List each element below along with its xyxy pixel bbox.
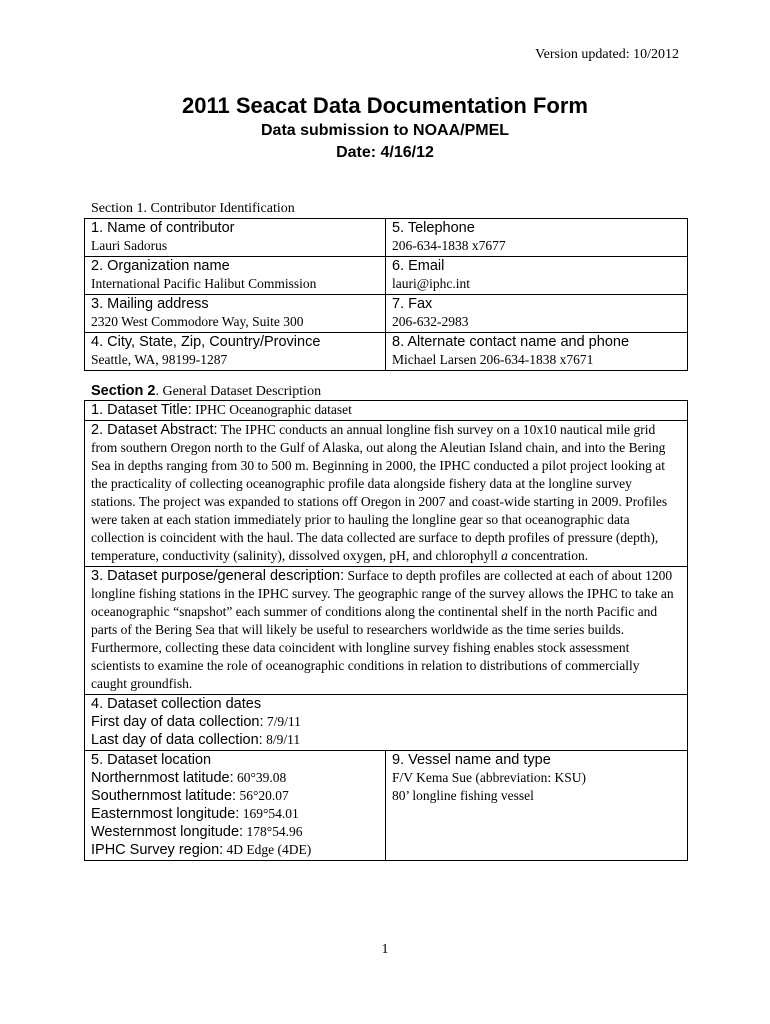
- north-latitude-label: Northernmost latitude:: [91, 770, 234, 786]
- section2-heading-bold: Section 2: [91, 383, 156, 399]
- dataset-abstract-value: The IPHC conducts an annual longline fish survey on a 10x10 nautical mile grid from southern Oregon north to the Gulf of Alaska, out along the Aleutian Island chain, and into the Bering Sea in depths ranging from 30 to 500 m. Beginning in 2000, the IPHC conducted a pilot project looking at the practicality of collecting oceanographic profile data alongside fishery data at the longline survey stations. The project was expanded to stations off Oregon in 2007 and coast-wide starting in 2009. Profiles were taken at each station immediately prior to hauling the longline gear so that oceanographic data collection is coincident with the haul. The data collected are surface to depth profiles of pressure (depth), temperature, conductivity (salinity), dissolved oxygen, pH, and chlorophyll: [91, 422, 668, 563]
- alternate-contact-cell: [386, 333, 688, 371]
- telephone-value: 206-634-1838 x7677: [392, 238, 506, 253]
- dataset-location-cell: [85, 751, 386, 861]
- dataset-abstract-cell: [85, 421, 688, 567]
- section2-heading: [91, 383, 321, 400]
- organization-cell: [85, 257, 386, 295]
- contributor-name-cell: [85, 219, 386, 257]
- dataset-title-cell: [85, 401, 688, 421]
- alternate-contact-label: 8. Alternate contact name and phone: [392, 334, 630, 350]
- east-longitude-label: Easternmost longitude:: [91, 806, 240, 822]
- mailing-address-cell: [85, 295, 386, 333]
- email-label: 6. Email: [392, 258, 445, 274]
- table-row: [85, 751, 688, 861]
- dataset-table: [84, 400, 688, 861]
- west-longitude-value: 178°54.96: [243, 824, 303, 839]
- dataset-purpose-value: Surface to depth profiles are collected at each of about 1200 longline fishing stations in the IPHC survey. The geographic range of the survey allows the IPHC to take an oceanographic “snapshot” each summer of conditions along the continental shelf in the north Pacific and parts of the Bering Sea that will likely be useful to researchers worldwide as the time series builds. Furthermore, collecting these data coincident with longline survey fishing enables stock assessment scientists to examine the role of oceanographic conditions in relation to distributions of commercially caught groundfish.: [91, 568, 674, 691]
- city-label: 4. City, State, Zip, Country/Province: [91, 334, 321, 350]
- table-row: [85, 257, 688, 295]
- survey-region-label: IPHC Survey region:: [91, 842, 224, 858]
- vessel-label: 9. Vessel name and type: [392, 752, 551, 768]
- table-row: [85, 333, 688, 371]
- alternate-contact-value: Michael Larsen 206-634-1838 x7671: [392, 352, 594, 367]
- collection-dates-label: 4. Dataset collection dates: [91, 696, 262, 712]
- table-row: [85, 695, 688, 751]
- north-latitude-value: 60°39.08: [233, 770, 287, 785]
- version-note: Version updated: 10/2012: [535, 47, 679, 62]
- vessel-cell: [386, 751, 688, 861]
- dataset-purpose-cell: [85, 567, 688, 695]
- vessel-name-value: F/V Kema Sue (abbreviation: KSU): [392, 770, 586, 785]
- form-date: Date: 4/16/12: [336, 144, 434, 161]
- mailing-address-value: 2320 West Commodore Way, Suite 300: [91, 314, 304, 329]
- dataset-title-value: IPHC Oceanographic dataset: [191, 402, 352, 417]
- first-day-label: First day of data collection:: [91, 714, 264, 730]
- email-value: lauri@iphc.int: [392, 276, 471, 291]
- dataset-purpose-label: 3. Dataset purpose/general description:: [91, 568, 345, 584]
- west-longitude-label: Westernmost longitude:: [91, 824, 244, 840]
- dataset-title-label: 1. Dataset Title:: [91, 402, 192, 418]
- fax-cell: [386, 295, 688, 333]
- form-subtitle: Data submission to NOAA/PMEL: [260, 122, 510, 139]
- last-day-value: 8/9/11: [262, 732, 301, 747]
- dataset-abstract-label: 2. Dataset Abstract:: [91, 422, 218, 438]
- dataset-location-label: 5. Dataset location: [91, 752, 212, 768]
- organization-label: 2. Organization name: [91, 258, 230, 274]
- page-number: 1: [381, 942, 389, 957]
- table-row: [85, 421, 688, 567]
- fax-label: 7. Fax: [392, 296, 433, 312]
- east-longitude-value: 169°54.01: [239, 806, 299, 821]
- contributor-table: [84, 218, 688, 371]
- table-row: [85, 295, 688, 333]
- telephone-cell: [386, 219, 688, 257]
- south-latitude-label: Southernmost latitude:: [91, 788, 237, 804]
- vessel-type-value: 80’ longline fishing vessel: [392, 788, 534, 803]
- table-row: [85, 567, 688, 695]
- fax-value: 206-632-2983: [392, 314, 469, 329]
- table-row: [85, 219, 688, 257]
- first-day-value: 7/9/11: [263, 714, 301, 729]
- collection-dates-cell: [85, 695, 688, 751]
- section2-heading-rest: . General Dataset Description: [155, 384, 322, 399]
- contributor-name-value: Lauri Sadorus: [91, 238, 168, 253]
- table-row: [85, 401, 688, 421]
- dataset-abstract-italic: a: [501, 548, 508, 563]
- city-value: Seattle, WA, 98199-1287: [91, 352, 228, 367]
- section1-heading: Section 1. Contributor Identification: [91, 201, 295, 216]
- contributor-name-label: 1. Name of contributor: [91, 220, 235, 236]
- telephone-label: 5. Telephone: [392, 220, 475, 236]
- survey-region-value: 4D Edge (4DE): [223, 842, 312, 857]
- last-day-label: Last day of data collection:: [91, 732, 263, 748]
- city-cell: [85, 333, 386, 371]
- mailing-address-label: 3. Mailing address: [91, 296, 209, 312]
- south-latitude-value: 56°20.07: [236, 788, 289, 803]
- dataset-abstract-end: concentration.: [507, 548, 589, 563]
- form-title: 2011 Seacat Data Documentation Form: [182, 93, 588, 118]
- organization-value: International Pacific Halibut Commission: [91, 276, 317, 291]
- email-cell: [386, 257, 688, 295]
